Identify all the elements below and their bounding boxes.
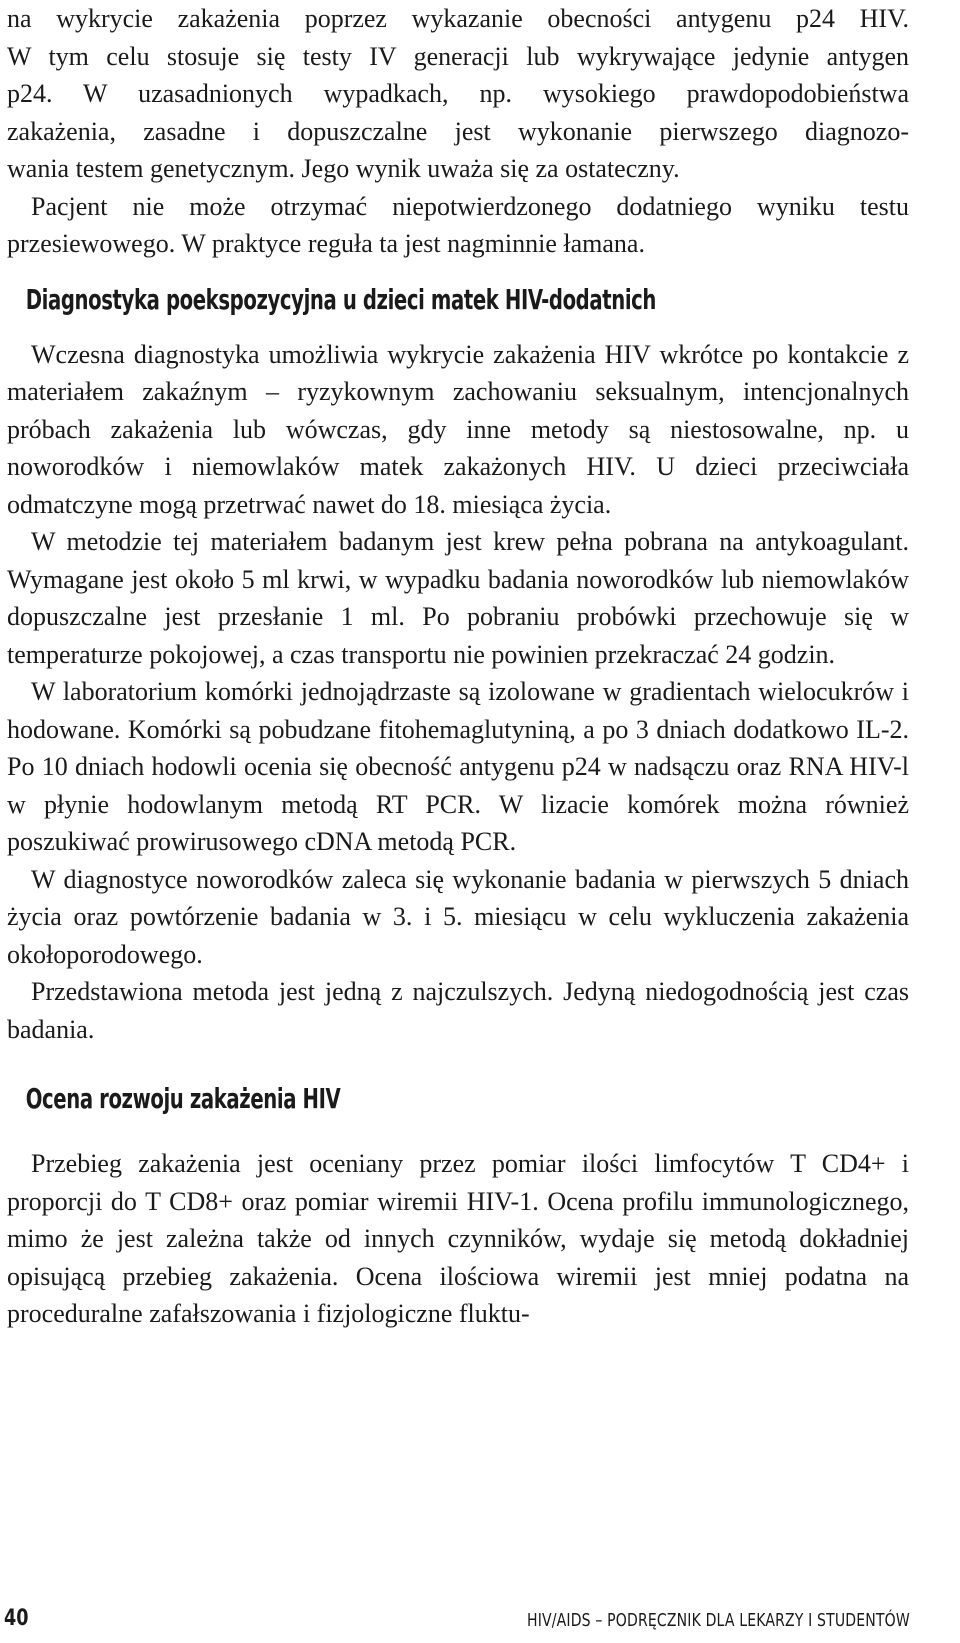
- intro-line: zakażenia, zasadne i dopuszczalne jest wykonanie pierwszego diagnozo-: [7, 116, 909, 146]
- intro-paragraph: [7, 0, 909, 263]
- body-paragraph: Przedstawiona metoda jest jedną z najczulszych. Jedyną niedogodnością jest czas badania.: [7, 977, 909, 1044]
- intro-line: przesiewowego. W praktyce reguła ta jest nagminnie łamana.: [7, 229, 645, 258]
- page-number: 40: [4, 1606, 29, 1631]
- body-paragraph: Przebieg zakażenia jest oceniany przez pomiar ilości limfocytów T CD4+ i proporcji do T CD8+ oraz pomiar wiremii HIV-1. Ocena profilu immunologicznego, mimo że jest zależna także od innych czynników, wydaje się metodą dokładniej opisującą przebieg zakażenia. Ocena ilościowa wiremii jest mniej podatna na proceduralne zafałszowania i fizjologiczne fluktu-: [7, 1149, 909, 1328]
- body-paragraph: Wczesna diagnostyka umożliwia wykrycie zakażenia HIV wkrótce po kontakcie z materiałem zakaźnym – ryzykownym zachowaniu seksualnym, intencjonalnych próbach zakażenia lub wówczas, gdy inne metody są niestosowalne, np. u noworodków i niemowlaków matek zakażonych HIV. U dzieci przeciwciała odmatczyne mogą przetrwać nawet do 18. miesiąca życia.: [7, 339, 909, 519]
- intro-line: p24. W uzasadnionych wypadkach, np. wysokiego prawdopodobieństwa: [7, 79, 909, 108]
- document-page: [7, 0, 909, 1333]
- body-paragraph: W laboratorium komórki jednojądrzaste są izolowane w gradientach wielocukrów i hodowane. Komórki są pobudzane fitohemaglutyniną, a po 3 dniach dodatkowo IL-2. Po 10 dniach hodowli ocenia się obecność antygenu p24 w nadsączu oraz RNA HIV-l w płynie hodowlanym metodą RT PCR. W lizacie komórek można również poszukiwać prowirusowego cDNA metodą PCR.: [7, 677, 909, 856]
- body-paragraph: W diagnostyce noworodków zaleca się wykonanie badania w pierwszych 5 dniach życia oraz powtórzenie badania w 3. i 5. miesiącu w celu wykluczenia zakażenia okołoporodowego.: [7, 864, 909, 969]
- section-heading-infection-assessment: Ocena rozwoju zakażenia HIV: [25, 1082, 341, 1115]
- section-heading-diagnostics: Diagnostyka poekspozycyjna u dzieci matek HIV-dodatnich: [25, 282, 657, 316]
- page-footer: [0, 1606, 960, 1636]
- intro-line: na wykrycie zakażenia poprzez wykazanie obecności antygenu p24 HIV.: [7, 4, 909, 33]
- intro-line: W tym celu stosuje się testy IV generacji lub wykrywające jedynie antygen: [7, 41, 909, 71]
- section-infection-assessment-body: [7, 1145, 909, 1333]
- intro-line: Pacjent nie może otrzymać niepotwierdzonego dodatniego wyniku testu: [31, 191, 909, 221]
- body-paragraph: W metodzie tej materiałem badanym jest krew pełna pobrana na antykoagulant. Wymagane jest około 5 ml krwi, w wypadku badania noworodków lub niemowlaków dopuszczalne jest przesłanie 1 ml. Po pobraniu probówki przechowuje się w temperaturze pokojowej, a czas transportu nie powinien przekraczać 24 godzin.: [7, 527, 909, 669]
- running-title: HIV/AIDS – PODRĘCZNIK DLA LEKARZY I STUDENTÓW: [527, 1610, 910, 1631]
- section-diagnostics-body: [7, 336, 909, 1049]
- intro-line: wania testem genetycznym. Jego wynik uważa się za ostateczny.: [7, 154, 680, 183]
